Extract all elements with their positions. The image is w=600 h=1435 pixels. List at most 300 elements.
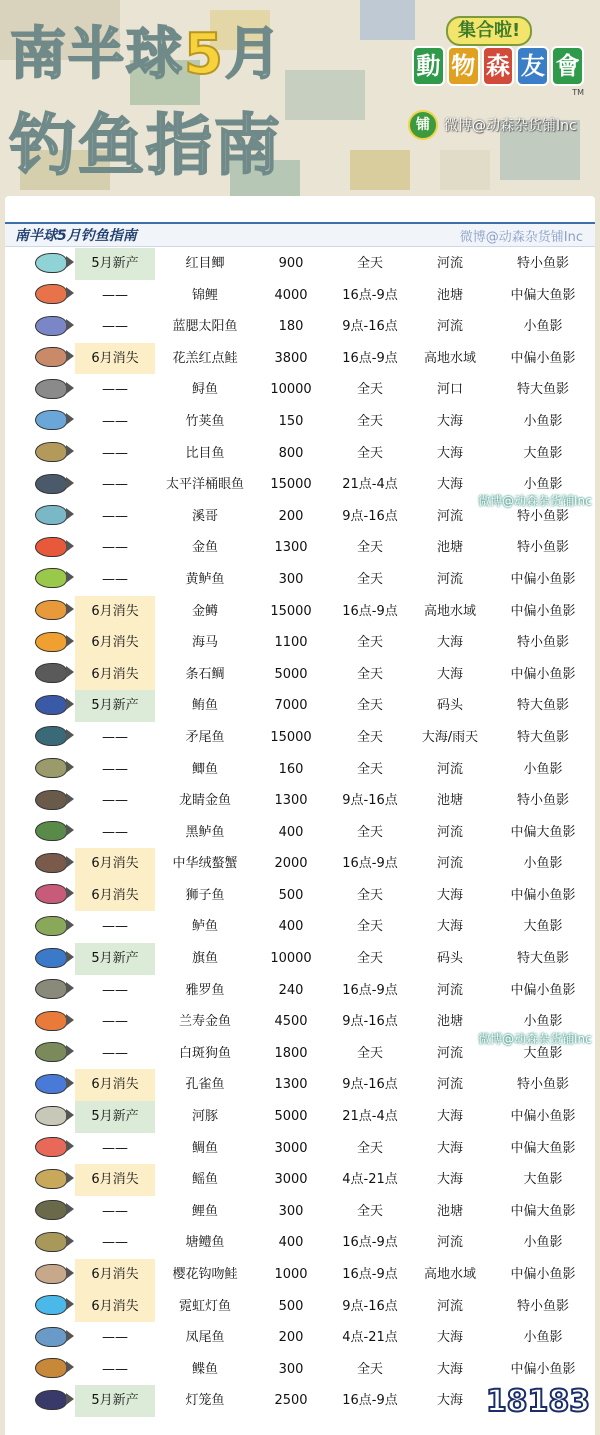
fish-name: 河豚 <box>191 1109 218 1125</box>
time-cell: 9点-16点 <box>342 319 398 335</box>
fish-name: 蓝腮太阳鱼 <box>172 319 238 335</box>
shadow-size-cell: 中偏小鱼影 <box>510 603 576 619</box>
table-row <box>5 722 595 754</box>
location-cell: 高地水域 <box>423 350 476 366</box>
table-row <box>5 911 595 943</box>
shadow-size-cell: 小鱼影 <box>523 1330 563 1346</box>
fish-icon <box>31 659 71 691</box>
fish-name: 锦鲤 <box>191 287 218 303</box>
shadow-size-cell: 特小鱼影 <box>516 793 569 809</box>
logo-bottom-text <box>412 46 584 86</box>
shadow-size-cell: 特小鱼影 <box>516 508 569 524</box>
table-row <box>5 754 595 786</box>
status-cell: 5月新产 <box>75 690 155 722</box>
price-cell: 1000 <box>274 1267 308 1282</box>
price-cell: 3000 <box>274 1140 308 1156</box>
location-cell: 池塘 <box>436 1203 463 1219</box>
price-cell: 1100 <box>274 635 308 651</box>
location-cell: 码头 <box>436 698 463 714</box>
time-cell: 9点-16点 <box>342 793 398 809</box>
time-cell: 全天 <box>356 382 383 398</box>
fish-name: 金鳟 <box>191 603 218 619</box>
status-cell: —— <box>102 382 128 398</box>
table-row <box>5 374 595 406</box>
status-cell: 6月消失 <box>75 627 155 659</box>
location-cell: 大海 <box>436 1109 463 1125</box>
time-cell: 16点-9点 <box>342 350 398 366</box>
price-cell: 1300 <box>274 1077 308 1093</box>
time-cell: 16点-9点 <box>342 1235 398 1251</box>
location-cell: 河流 <box>436 319 463 335</box>
shadow-size-cell: 中偏大鱼影 <box>510 1140 576 1156</box>
fish-name: 旗鱼 <box>191 951 218 967</box>
status-cell: —— <box>102 761 128 777</box>
watermark: 微博@动森杂货铺Inc <box>478 494 592 508</box>
shadow-size-cell: 大鱼影 <box>523 445 563 461</box>
status-cell: —— <box>102 1203 128 1219</box>
table-row <box>5 848 595 880</box>
status-cell: —— <box>102 413 128 429</box>
time-cell: 全天 <box>356 1140 383 1156</box>
location-cell: 河流 <box>436 256 463 271</box>
status-cell: 6月消失 <box>75 1291 155 1323</box>
table-row <box>5 880 595 912</box>
fish-name: 龙睛金鱼 <box>178 793 231 809</box>
location-cell: 大海/雨天 <box>421 729 479 745</box>
shadow-size-cell: 特大鱼影 <box>516 729 569 745</box>
status-cell: —— <box>102 1235 128 1251</box>
fish-icon <box>31 754 71 786</box>
status-cell: —— <box>102 824 128 840</box>
fish-table-panel <box>5 196 595 1435</box>
fish-icon <box>31 596 71 628</box>
fish-icon <box>31 1291 71 1323</box>
shadow-size-cell: 特小鱼影 <box>516 1077 569 1093</box>
location-cell: 池塘 <box>436 793 463 809</box>
price-cell: 15000 <box>270 477 312 493</box>
fish-icon <box>31 722 71 754</box>
shadow-size-cell: 大鱼影 <box>523 919 563 935</box>
shadow-size-cell: 中偏大鱼影 <box>510 824 576 840</box>
location-cell: 大海 <box>436 919 463 935</box>
price-cell: 300 <box>278 1203 304 1219</box>
fish-name: 花羔红点鲑 <box>172 350 238 366</box>
shadow-size-cell: 中偏小鱼影 <box>510 571 576 587</box>
fish-icon <box>31 1227 71 1259</box>
location-cell: 河流 <box>436 824 463 840</box>
fish-icon <box>31 280 71 312</box>
fish-name: 雅罗鱼 <box>185 982 225 998</box>
price-cell: 3000 <box>274 1172 308 1188</box>
shadow-size-cell: 特大鱼影 <box>516 951 569 967</box>
fish-name: 条石鲷 <box>185 666 225 682</box>
fish-icon <box>31 1196 71 1228</box>
location-cell: 大海 <box>436 1140 463 1156</box>
price-cell: 15000 <box>270 729 312 745</box>
status-cell: 6月消失 <box>75 1259 155 1291</box>
fish-icon <box>31 1101 71 1133</box>
price-cell: 400 <box>278 919 304 935</box>
time-cell: 4点-21点 <box>342 1172 398 1188</box>
fish-name: 黄鲈鱼 <box>185 571 225 587</box>
shadow-size-cell: 小鱼影 <box>523 761 563 777</box>
price-cell: 240 <box>278 982 304 998</box>
fish-name: 鲔鱼 <box>191 698 218 714</box>
fish-icon <box>31 1385 71 1417</box>
table-row <box>5 564 595 596</box>
fish-icon <box>31 343 71 375</box>
status-cell: —— <box>102 1330 128 1346</box>
time-cell: 全天 <box>356 761 383 777</box>
logo-character: 動 <box>412 46 445 86</box>
logo-character: 友 <box>516 46 549 86</box>
status-cell: —— <box>102 287 128 303</box>
fish-icon <box>31 1322 71 1354</box>
fish-name: 太平洋桶眼鱼 <box>165 477 244 493</box>
shadow-size-cell: 中偏大鱼影 <box>510 287 576 303</box>
time-cell: 全天 <box>356 666 383 682</box>
fish-name: 鲫鱼 <box>191 761 218 777</box>
shadow-size-cell: 大鱼影 <box>523 1172 563 1188</box>
fish-name: 金鱼 <box>191 540 218 556</box>
time-cell: 16点-9点 <box>342 1267 398 1282</box>
time-cell: 全天 <box>356 887 383 903</box>
table-row <box>5 248 595 280</box>
table-row <box>5 1196 595 1228</box>
location-cell: 高地水域 <box>423 1267 476 1282</box>
shadow-size-cell: 特小鱼影 <box>516 256 569 271</box>
time-cell: 4点-21点 <box>342 1330 398 1346</box>
shadow-size-cell: 中偏大鱼影 <box>510 1203 576 1219</box>
title-line-1: 南半球5月 <box>10 22 283 87</box>
shadow-size-cell: 中偏小鱼影 <box>510 1109 576 1125</box>
shadow-size-cell: 特大鱼影 <box>516 382 569 398</box>
time-cell: 全天 <box>356 256 383 271</box>
time-cell: 16点-9点 <box>342 982 398 998</box>
status-cell: —— <box>102 982 128 998</box>
shadow-size-cell: 特小鱼影 <box>516 635 569 651</box>
table-row <box>5 943 595 975</box>
table-row <box>5 596 595 628</box>
fish-icon <box>31 532 71 564</box>
time-cell: 全天 <box>356 698 383 714</box>
fish-name: 比目鱼 <box>185 445 225 461</box>
fish-icon <box>31 438 71 470</box>
shadow-size-cell: 特小鱼影 <box>516 1298 569 1314</box>
fish-name: 溪哥 <box>191 508 218 524</box>
watermark: 微博@动森杂货铺Inc <box>478 1032 592 1046</box>
location-cell: 码头 <box>436 951 463 967</box>
location-cell: 池塘 <box>436 287 463 303</box>
time-cell: 全天 <box>356 635 383 651</box>
location-cell: 大海 <box>436 1172 463 1188</box>
shadow-size-cell: 中偏小鱼影 <box>510 1361 576 1377</box>
fish-name: 海马 <box>191 635 218 651</box>
shadow-size-cell: 特小鱼影 <box>516 540 569 556</box>
price-cell: 1300 <box>274 540 308 556</box>
shadow-size-cell: 小鱼影 <box>523 1014 563 1030</box>
status-cell: —— <box>102 729 128 745</box>
price-cell: 800 <box>278 445 304 461</box>
header <box>0 0 600 200</box>
fish-icon <box>31 1006 71 1038</box>
location-cell: 河流 <box>436 1045 463 1061</box>
table-row <box>5 1133 595 1165</box>
table-row <box>5 438 595 470</box>
price-cell: 200 <box>278 508 304 524</box>
location-cell: 大海 <box>436 413 463 429</box>
price-cell: 200 <box>278 1330 304 1346</box>
fish-icon <box>31 311 71 343</box>
status-cell: —— <box>102 793 128 809</box>
price-cell: 400 <box>278 1235 304 1251</box>
fish-icon <box>31 406 71 438</box>
status-cell: —— <box>102 540 128 556</box>
fish-name: 鲽鱼 <box>191 1361 218 1377</box>
location-cell: 大海 <box>436 1361 463 1377</box>
table-row <box>5 1322 595 1354</box>
table-row <box>5 532 595 564</box>
fish-name: 鳐鱼 <box>191 1172 218 1188</box>
location-cell: 河口 <box>436 382 463 398</box>
price-cell: 500 <box>278 887 304 903</box>
time-cell: 16点-9点 <box>342 856 398 872</box>
fish-name: 孔雀鱼 <box>185 1077 225 1093</box>
price-cell: 5000 <box>274 666 308 682</box>
status-cell: 6月消失 <box>75 848 155 880</box>
price-cell: 150 <box>278 413 304 429</box>
fish-icon <box>31 248 71 280</box>
table-row <box>5 627 595 659</box>
time-cell: 9点-16点 <box>342 1014 398 1030</box>
status-cell: —— <box>102 508 128 524</box>
table-row <box>5 311 595 343</box>
time-cell: 16点-9点 <box>342 1393 398 1409</box>
shadow-size-cell: 大鱼影 <box>523 1045 563 1061</box>
table-row <box>5 817 595 849</box>
time-cell: 全天 <box>356 729 383 745</box>
status-cell: —— <box>102 445 128 461</box>
fish-name: 鲈鱼 <box>191 919 218 935</box>
status-cell: 6月消失 <box>75 1069 155 1101</box>
logo-character: 會 <box>551 46 584 86</box>
table-row <box>5 1101 595 1133</box>
price-cell: 900 <box>278 256 304 271</box>
shadow-size-cell: 小鱼影 <box>523 1235 563 1251</box>
title-line-2: 钓鱼指南 <box>10 107 282 184</box>
location-cell: 大海 <box>436 635 463 651</box>
location-cell: 河流 <box>436 1235 463 1251</box>
location-cell: 高地水域 <box>423 603 476 619</box>
time-cell: 全天 <box>356 919 383 935</box>
fish-icon <box>31 627 71 659</box>
fish-icon <box>31 1259 71 1291</box>
fish-name: 竹荚鱼 <box>185 413 225 429</box>
table-row <box>5 406 595 438</box>
table-row <box>5 1069 595 1101</box>
table-row <box>5 1164 595 1196</box>
price-cell: 300 <box>278 571 304 587</box>
table-row <box>5 1259 595 1291</box>
fish-name: 鲟鱼 <box>191 382 218 398</box>
price-cell: 400 <box>278 824 304 840</box>
time-cell: 全天 <box>356 1203 383 1219</box>
location-cell: 大海 <box>436 477 463 493</box>
fish-name: 樱花钩吻鲑 <box>172 1267 238 1282</box>
location-cell: 河流 <box>436 508 463 524</box>
shop-badge-icon: 铺 <box>408 110 438 140</box>
fish-icon <box>31 374 71 406</box>
location-cell: 大海 <box>436 445 463 461</box>
status-cell: 6月消失 <box>75 659 155 691</box>
price-cell: 2500 <box>274 1393 308 1409</box>
fish-table <box>5 248 595 1417</box>
time-cell: 16点-9点 <box>342 287 398 303</box>
panel-watermark: 微博@动森杂货铺Inc <box>459 230 583 245</box>
location-cell: 河流 <box>436 1298 463 1314</box>
price-cell: 15000 <box>270 603 312 619</box>
price-cell: 7000 <box>274 698 308 714</box>
status-cell: 6月消失 <box>75 596 155 628</box>
location-cell: 河流 <box>436 571 463 587</box>
time-cell: 全天 <box>356 951 383 967</box>
shadow-size-cell: 中偏小鱼影 <box>510 666 576 682</box>
time-cell: 21点-4点 <box>342 1109 398 1125</box>
table-row <box>5 280 595 312</box>
time-cell: 21点-4点 <box>342 477 398 493</box>
table-row <box>5 343 595 375</box>
fish-name: 凤尾鱼 <box>185 1330 225 1346</box>
fish-icon <box>31 880 71 912</box>
panel-title: 南半球5月钓鱼指南 <box>15 228 137 244</box>
price-cell: 10000 <box>270 382 312 398</box>
shadow-size-cell: 中偏小鱼影 <box>510 350 576 366</box>
location-cell: 河流 <box>436 982 463 998</box>
price-cell: 160 <box>278 761 304 777</box>
fish-icon <box>31 943 71 975</box>
fish-name: 霓虹灯鱼 <box>178 1298 231 1314</box>
time-cell: 全天 <box>356 445 383 461</box>
fish-icon <box>31 501 71 533</box>
status-cell: 5月新产 <box>75 1385 155 1417</box>
price-cell: 2000 <box>274 856 308 872</box>
time-cell: 全天 <box>356 540 383 556</box>
price-cell: 500 <box>278 1298 304 1314</box>
shadow-size-cell: 特大鱼影 <box>516 698 569 714</box>
trademark-mark: TM <box>572 88 584 97</box>
fish-icon <box>31 1354 71 1386</box>
location-cell: 大海 <box>436 666 463 682</box>
fish-name: 兰寿金鱼 <box>178 1014 231 1030</box>
fish-icon <box>31 564 71 596</box>
status-cell: 5月新产 <box>75 943 155 975</box>
logo-character: 森 <box>482 46 515 86</box>
fish-name: 鲷鱼 <box>191 1140 218 1156</box>
price-cell: 180 <box>278 319 304 335</box>
fish-name: 鲤鱼 <box>191 1203 218 1219</box>
fish-name: 灯笼鱼 <box>185 1393 225 1409</box>
fish-icon <box>31 975 71 1007</box>
fish-icon <box>31 785 71 817</box>
logo-character: 物 <box>447 46 480 86</box>
site-badge <box>482 1378 594 1430</box>
fish-name: 塘鳢鱼 <box>185 1235 225 1251</box>
fish-icon <box>31 1038 71 1070</box>
fish-icon <box>31 690 71 722</box>
status-cell: 6月消失 <box>75 1164 155 1196</box>
table-row <box>5 1227 595 1259</box>
location-cell: 河流 <box>436 856 463 872</box>
shadow-size-cell: 小鱼影 <box>523 413 563 429</box>
shadow-size-cell: 中偏小鱼影 <box>510 887 576 903</box>
location-cell: 河流 <box>436 1077 463 1093</box>
fish-icon <box>31 817 71 849</box>
weibo-credit <box>408 110 577 140</box>
shadow-size-cell: 小鱼影 <box>523 319 563 335</box>
location-cell: 大海 <box>436 1393 463 1409</box>
status-cell: 5月新产 <box>75 1101 155 1133</box>
table-row <box>5 785 595 817</box>
status-cell: —— <box>102 571 128 587</box>
price-cell: 1300 <box>274 793 308 809</box>
status-cell: —— <box>102 919 128 935</box>
time-cell: 全天 <box>356 571 383 587</box>
weibo-handle: 微博@动森杂货铺Inc <box>444 118 577 134</box>
status-cell: —— <box>102 1140 128 1156</box>
status-cell: —— <box>102 1045 128 1061</box>
fish-name: 狮子鱼 <box>185 887 225 903</box>
table-row <box>5 659 595 691</box>
fish-name: 白斑狗鱼 <box>178 1045 231 1061</box>
time-cell: 全天 <box>356 413 383 429</box>
status-cell: 6月消失 <box>75 343 155 375</box>
table-row <box>5 1291 595 1323</box>
fish-name: 红目鲫 <box>185 256 225 271</box>
location-cell: 池塘 <box>436 1014 463 1030</box>
time-cell: 全天 <box>356 1045 383 1061</box>
logo-top-text: 集合啦! <box>446 16 532 46</box>
time-cell: 9点-16点 <box>342 1077 398 1093</box>
price-cell: 300 <box>278 1361 304 1377</box>
shadow-size-cell: 小鱼影 <box>523 477 563 493</box>
shadow-size-cell: 中偏小鱼影 <box>510 1267 576 1282</box>
status-cell: 5月新产 <box>75 248 155 280</box>
price-cell: 5000 <box>274 1109 308 1125</box>
location-cell: 池塘 <box>436 540 463 556</box>
fish-icon <box>31 1133 71 1165</box>
table-row <box>5 975 595 1007</box>
location-cell: 大海 <box>436 1330 463 1346</box>
site-badge-text: 18183 <box>485 1384 591 1419</box>
fish-name: 黑鲈鱼 <box>185 824 225 840</box>
panel-header <box>5 222 595 247</box>
fish-name: 矛尾鱼 <box>185 729 225 745</box>
fish-icon <box>31 848 71 880</box>
time-cell: 全天 <box>356 824 383 840</box>
time-cell: 9点-16点 <box>342 1298 398 1314</box>
fish-icon <box>31 1164 71 1196</box>
price-cell: 3800 <box>274 350 308 366</box>
fish-name: 中华绒螯蟹 <box>172 856 238 872</box>
status-cell: —— <box>102 1361 128 1377</box>
status-cell: —— <box>102 319 128 335</box>
time-cell: 16点-9点 <box>342 603 398 619</box>
shadow-size-cell: 中偏小鱼影 <box>510 982 576 998</box>
status-cell: —— <box>102 1014 128 1030</box>
location-cell: 大海 <box>436 887 463 903</box>
time-cell: 全天 <box>356 1361 383 1377</box>
table-row <box>5 690 595 722</box>
